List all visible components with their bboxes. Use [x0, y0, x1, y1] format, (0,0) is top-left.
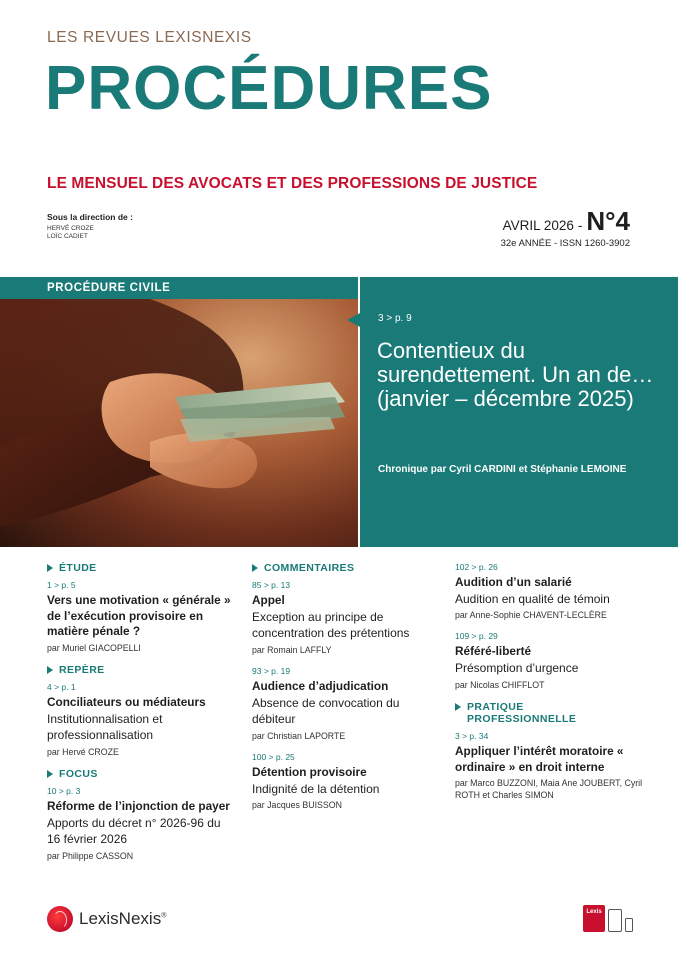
entry-title[interactable]: Audition d’un salarié [455, 575, 572, 589]
entry-subtitle: Exception au principe de concentration des prétentions [252, 609, 410, 641]
entry-title[interactable]: Conciliateurs ou médiateurs [47, 695, 206, 710]
page-ref: 1 > p. 5 [47, 580, 76, 591]
entry-title[interactable]: Détention provisoire [252, 765, 367, 779]
lexisnexis-logo-icon [47, 906, 73, 932]
issue-date: AVRIL 2026 [502, 218, 574, 233]
issue-dash: - [577, 218, 583, 233]
toc-entry[interactable] [47, 580, 237, 654]
feature-panel [360, 277, 678, 547]
book-label: Lexis [586, 909, 602, 915]
entry-author: par Jacques BUISSON [252, 800, 342, 811]
tablet-icon [608, 909, 622, 932]
entry-title[interactable]: Vers une motivation « générale » de l’exécution provisoire en matière pénale ? [47, 593, 231, 639]
triangle-icon [252, 564, 258, 572]
toc-entry[interactable] [455, 562, 645, 621]
entry-author: par Hervé CROZE [47, 746, 119, 757]
feature-ref: 3 > p. 9 [378, 313, 412, 324]
toc-entry[interactable] [455, 731, 645, 802]
entry-subtitle: Apports du décret n° 2026-96 du 16 février 2026 [47, 815, 221, 847]
page-ref: 109 > p. 29 [455, 631, 498, 642]
entry-subtitle: Institutionnalisation et professionnalisation [47, 711, 163, 743]
director-name: HERVÉ CROZE [47, 225, 94, 232]
series-name: LES REVUES LEXISNEXIS [47, 29, 252, 46]
page-ref: 102 > p. 26 [455, 562, 498, 572]
section-heading [455, 701, 645, 725]
section-label: COMMENTAIRES [264, 562, 355, 574]
feature-article[interactable] [0, 277, 678, 547]
entry-title[interactable]: Appliquer l’intérêt moratoire « ordinaire » en droit interne [455, 743, 624, 774]
section-heading [47, 562, 237, 574]
section-heading [252, 562, 442, 574]
entry-author: par Nicolas CHIFFLOT [455, 679, 545, 690]
publisher-logo [47, 906, 166, 932]
entry-author: par Romain LAFFLY [252, 644, 332, 655]
section-label [467, 701, 576, 725]
page-ref: 10 > p. 3 [47, 786, 81, 797]
entry-title[interactable]: Réforme de l’injonction de payer [47, 799, 230, 814]
toc-entry[interactable] [252, 666, 442, 742]
entry-title[interactable]: Audience d’adjudication [252, 679, 389, 694]
section-label: FOCUS [59, 768, 98, 781]
triangle-icon [47, 666, 53, 674]
entry-subtitle: Audition en qualité de témoin [455, 591, 610, 606]
entry-author: par Marco BUZZONI, Maia Ane JOUBERT, Cyril ROTH et Charles SIMON [455, 778, 643, 801]
page-ref: 93 > p. 19 [252, 666, 291, 677]
toc-column-3 [455, 562, 645, 812]
issue-meta: 32e ANNÉE - ISSN 1260-3902 [500, 238, 630, 249]
section-label: REPÈRE [59, 664, 105, 677]
page-ref: 100 > p. 25 [252, 752, 295, 762]
section-label-line: PROFESSIONNELLE [467, 712, 577, 725]
directors-list [47, 225, 133, 242]
section-heading [47, 768, 237, 780]
entry-subtitle: Présomption d’urgence [455, 660, 579, 675]
issue-number: N°4 [586, 206, 630, 236]
toc-entry[interactable] [47, 786, 237, 862]
direction-block [47, 212, 133, 242]
formats-icons [583, 905, 633, 932]
entry-subtitle: Indignité de la détention [252, 781, 380, 796]
hands-money-illustration [0, 277, 358, 547]
feature-photo [0, 277, 358, 547]
toc-entry[interactable] [455, 631, 645, 690]
feature-headline[interactable]: Contentieux du surendettement. Un an de… (janvier – décembre 2025) [377, 338, 654, 411]
toc-entry[interactable] [252, 752, 442, 811]
page-ref: 4 > p. 1 [47, 682, 76, 693]
section-label-line: PRATIQUE [467, 700, 524, 713]
entry-subtitle: Absence de convocation du débiteur [252, 695, 400, 727]
feature-byline: Chronique par Cyril CARDINI et Stéphanie LEMOINE [378, 464, 627, 475]
page-ref: 85 > p. 13 [252, 580, 291, 591]
section-band [0, 277, 358, 299]
page-ref: 3 > p. 34 [455, 730, 489, 741]
entry-author: par Anne-Sophie CHAVENT-LECLÈRE [455, 610, 607, 621]
panel-pointer [347, 313, 360, 327]
book-icon [583, 905, 605, 932]
triangle-icon [47, 564, 53, 572]
toc-entry[interactable] [47, 682, 237, 758]
triangle-icon [47, 770, 53, 778]
toc-column-1 [47, 562, 237, 872]
director-name: LOÏC CADIET [47, 233, 88, 241]
entry-title[interactable]: Référé-liberté [455, 644, 532, 659]
tagline: LE MENSUEL DES AVOCATS ET DES PROFESSIONS DE JUSTICE [47, 175, 538, 192]
phone-icon [625, 918, 633, 932]
section-label: ÉTUDE [59, 562, 97, 574]
publisher-name: LexisNexis® [79, 909, 167, 928]
triangle-icon [455, 703, 461, 711]
journal-title: PROCÉDURES [45, 54, 493, 123]
entry-author: par Muriel GIACOPELLI [47, 642, 141, 653]
feature-section: PROCÉDURE CIVILE [47, 282, 171, 294]
entry-title[interactable]: Appel [252, 593, 285, 608]
toc-column-2 [252, 562, 442, 821]
entry-author: par Christian LAPORTE [252, 730, 346, 741]
toc-entry[interactable] [252, 580, 442, 656]
issue-block [501, 208, 630, 249]
section-heading [47, 664, 237, 676]
direction-label: Sous la direction de : [47, 212, 133, 222]
entry-author: par Philippe CASSON [47, 850, 134, 861]
